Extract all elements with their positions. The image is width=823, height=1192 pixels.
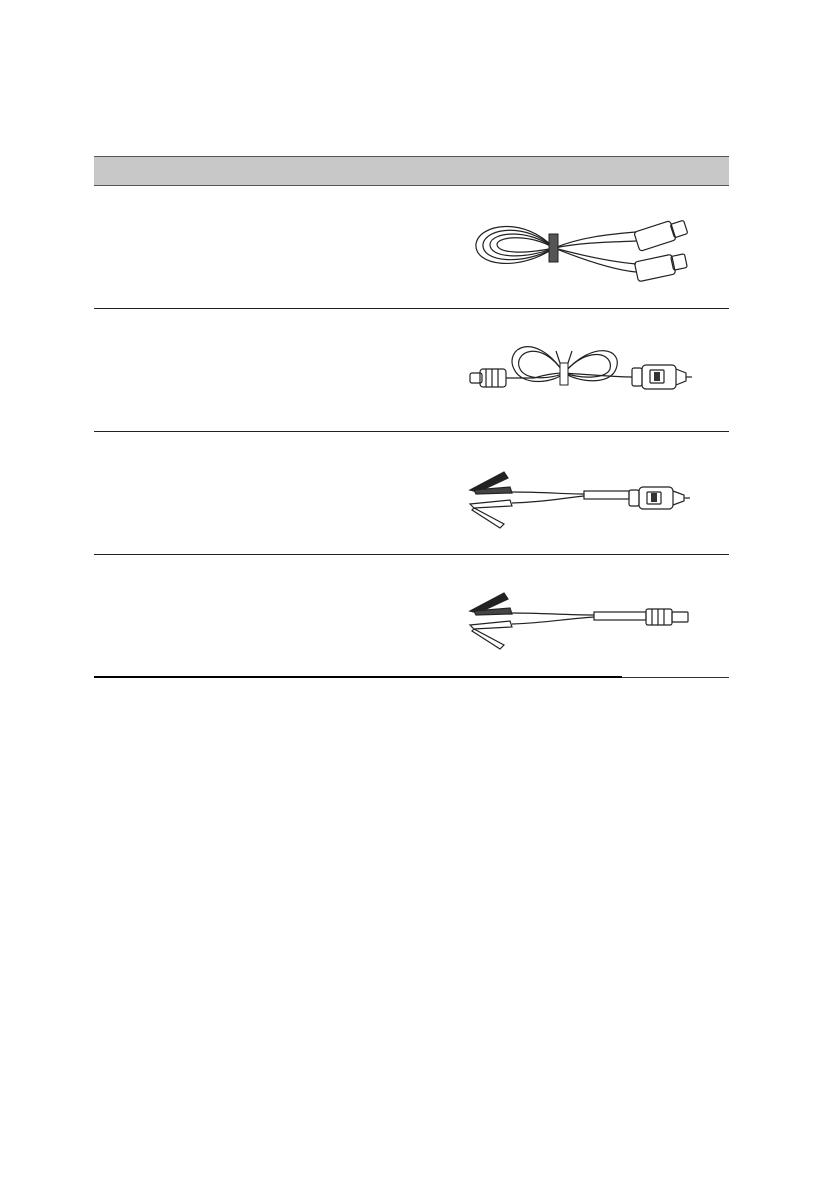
alligator-clip-to-lighter-plug-cable-icon bbox=[464, 432, 704, 555]
item-description-cell bbox=[94, 555, 434, 678]
item-illustration-cell bbox=[464, 555, 704, 678]
table-bottom-rule bbox=[94, 676, 622, 678]
alligator-clip-to-dc-barrel-cable-icon bbox=[464, 555, 704, 678]
table-bottom-rule-extension bbox=[622, 677, 729, 678]
item-description-cell bbox=[94, 309, 434, 431]
item-illustration-cell bbox=[464, 186, 704, 308]
table-row bbox=[94, 186, 729, 309]
accessory-table bbox=[94, 156, 729, 678]
item-illustration-cell bbox=[464, 432, 704, 554]
car-cigarette-lighter-cable-icon bbox=[464, 309, 704, 432]
table-row bbox=[94, 432, 729, 555]
table-header bbox=[94, 156, 729, 186]
dual-connector-coiled-cable-icon bbox=[464, 186, 704, 309]
item-illustration-cell bbox=[464, 309, 704, 431]
table-row bbox=[94, 555, 729, 678]
item-description-cell bbox=[94, 432, 434, 554]
table-row bbox=[94, 309, 729, 432]
item-description-cell bbox=[94, 186, 434, 308]
